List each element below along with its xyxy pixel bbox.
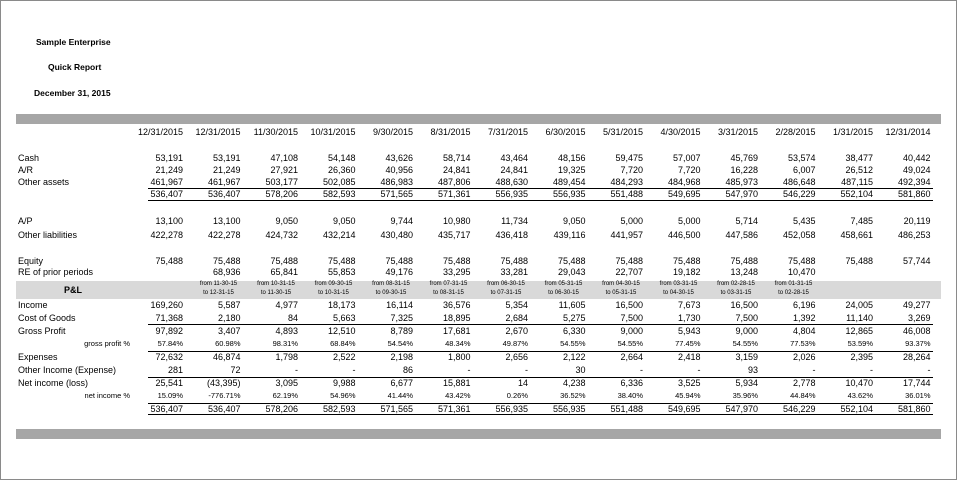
cell-value: 53,191 (212, 153, 241, 163)
cell-value: 60.98% (215, 339, 241, 348)
cell-value: - (870, 365, 873, 375)
cell-value: 536,407 (150, 189, 183, 199)
range-to: to 05-31-15 (605, 290, 637, 296)
cell-value: 7,485 (850, 216, 873, 226)
cell-value: 484,293 (610, 177, 643, 187)
cell-value: - (295, 365, 298, 375)
cell-value: 12,865 (845, 326, 873, 336)
rule-line (148, 414, 933, 415)
cell-value: 446,500 (667, 230, 701, 240)
cell-value: 486,648 (782, 177, 816, 187)
cell-value: 54.55% (732, 339, 758, 348)
cell-value: 9,050 (562, 216, 586, 226)
column-header: 2/28/2015 (775, 127, 816, 137)
cell-value: 7,325 (390, 313, 413, 323)
cell-value: 5,354 (505, 300, 528, 310)
row-label: gross profit % (84, 339, 130, 348)
cell-value: 29,043 (557, 267, 586, 277)
cell-value: 10,470 (845, 378, 873, 388)
cell-value: 2,684 (505, 313, 528, 323)
cell-value: 578,206 (265, 404, 298, 414)
cell-value: 430,480 (380, 230, 413, 240)
cell-value: 68,936 (212, 267, 241, 277)
cell-value: 57,007 (672, 153, 701, 163)
cell-value: 571,361 (437, 404, 471, 414)
cell-value: 5,934 (735, 378, 758, 388)
range-to: to 10-31-15 (318, 290, 349, 296)
range-from: from 10-31-15 (257, 281, 295, 287)
cell-value: 57.84% (157, 339, 183, 348)
cell-value: 556,935 (495, 189, 528, 199)
cell-value: - (697, 365, 701, 375)
cell-value: 5,000 (677, 216, 701, 226)
cell-value: 33,281 (500, 267, 528, 277)
cell-value: 12,510 (327, 326, 356, 336)
cell-value: 435,717 (437, 230, 471, 240)
cell-value: 486,253 (897, 230, 931, 240)
cell-value: 436,418 (495, 230, 528, 240)
range-from: from 11-30-15 (199, 281, 238, 287)
range-from: from 01-31-15 (774, 281, 813, 287)
cell-value: 6,196 (792, 300, 816, 310)
cell-value: 43.62% (847, 391, 873, 400)
cell-value: 75,488 (500, 256, 528, 266)
cell-value: 40,442 (902, 153, 931, 163)
cell-value: 18,173 (327, 300, 356, 310)
cell-value: - (640, 365, 643, 375)
cell-value: 556,935 (552, 404, 586, 414)
cell-value: 9,050 (332, 216, 356, 226)
cell-value: 461,967 (207, 177, 241, 187)
range-to: to 08-31-15 (433, 290, 464, 296)
range-from: from 04-30-15 (602, 281, 640, 287)
range-from: from 07-31-15 (429, 281, 468, 287)
cell-value: 549,695 (667, 189, 701, 199)
cell-value: 8,789 (390, 326, 413, 336)
cell-value: 5,435 (792, 216, 816, 226)
cell-value: 2,656 (505, 352, 528, 362)
cell-value: 54,148 (327, 153, 356, 163)
cell-value: 93.37% (905, 339, 931, 348)
report-date: December 31, 2015 (34, 88, 111, 98)
cell-value: 75,488 (155, 256, 183, 266)
column-header: 10/31/2015 (310, 127, 356, 137)
cell-value: 461,967 (150, 177, 183, 187)
cell-value: 4,804 (792, 326, 816, 336)
cell-value: 9,000 (735, 326, 758, 336)
cell-value: 546,229 (782, 404, 816, 414)
cell-value: 2,122 (562, 352, 586, 362)
cell-value: 75,488 (787, 256, 816, 266)
cell-value: 546,229 (782, 189, 816, 199)
cell-value: 77.53% (790, 339, 816, 348)
range-to: to 02-28-15 (778, 290, 809, 296)
cell-value: 75,488 (672, 256, 701, 266)
cell-value: 75,488 (730, 256, 758, 266)
rule-line (148, 200, 933, 201)
cell-value: 571,565 (380, 189, 413, 199)
cell-value: 21,249 (155, 165, 183, 175)
cell-value: 422,278 (207, 230, 241, 240)
row-label: Other liabilities (18, 230, 78, 240)
cell-value: 536,407 (207, 404, 241, 414)
cell-value: 492,394 (897, 177, 931, 187)
cell-value: 49,176 (385, 267, 413, 277)
cell-value: 9,050 (275, 216, 298, 226)
cell-value: 27,921 (270, 165, 298, 175)
column-header: 4/30/2015 (660, 127, 701, 137)
cell-value: 536,407 (207, 189, 241, 199)
cell-value: 45,769 (730, 153, 758, 163)
range-from: from 05-31-15 (544, 281, 583, 287)
cell-value: 75,488 (442, 256, 471, 266)
cell-value: 46,008 (902, 326, 931, 336)
cell-value: 16,500 (615, 300, 643, 310)
cell-value: 77.45% (675, 339, 701, 348)
cell-value: 43.42% (445, 391, 471, 400)
cell-value: 65,841 (270, 267, 298, 277)
cell-value: (43,395) (206, 378, 241, 388)
cell-value: 281 (167, 365, 183, 375)
cell-value: 452,058 (782, 230, 816, 240)
row-label: Other assets (18, 177, 70, 187)
cell-value: 556,935 (495, 404, 528, 414)
cell-value: 14 (517, 378, 528, 388)
cell-value: 485,973 (725, 177, 758, 187)
cell-value: 93 (747, 365, 758, 375)
cell-value: 484,968 (667, 177, 701, 187)
cell-value: 571,565 (380, 404, 413, 414)
row-label: Gross Profit (18, 326, 66, 336)
cell-value: 5,275 (562, 313, 586, 323)
row-label: Cost of Goods (18, 313, 76, 323)
cell-value: 15.09% (157, 391, 183, 400)
footer-band (16, 429, 941, 439)
cell-value: 2,418 (677, 352, 701, 362)
row-label: A/P (18, 216, 33, 226)
cell-value: 43,626 (385, 153, 413, 163)
cell-value: 72 (230, 365, 241, 375)
row-label: net income % (84, 391, 130, 400)
cell-value: 489,454 (552, 177, 586, 187)
cell-value: 487,806 (437, 177, 471, 187)
cell-value: 75,488 (385, 256, 413, 266)
cell-value: - (467, 365, 471, 375)
cell-value: 41.44% (387, 391, 413, 400)
cell-value: 47,108 (270, 153, 298, 163)
range-to: to 04-30-15 (663, 290, 694, 296)
cell-value: 11,734 (501, 216, 528, 226)
row-label: Cash (18, 153, 40, 163)
cell-value: 7,500 (735, 313, 758, 323)
cell-value: 24,005 (845, 300, 873, 310)
rule-line (148, 324, 933, 325)
cell-value: 44.84% (790, 391, 816, 400)
column-header: 6/30/2015 (545, 127, 586, 137)
cell-value: 21,249 (212, 165, 241, 175)
rule-line (148, 403, 933, 404)
cell-value: 43,464 (500, 153, 528, 163)
cell-value: 487,115 (841, 177, 873, 187)
company-name: Sample Enterprise (36, 37, 111, 47)
cell-value: 98.31% (272, 339, 298, 348)
cell-value: 9,000 (620, 326, 643, 336)
cell-value: 17,744 (902, 378, 931, 388)
cell-value: 49,024 (902, 165, 931, 175)
cell-value: 19,182 (672, 267, 701, 277)
cell-value: 17,681 (442, 326, 471, 336)
cell-value: 25,541 (155, 378, 183, 388)
row-label: Net income (loss) (18, 378, 89, 388)
range-to: to 11-30-15 (260, 290, 292, 296)
cell-value: 5,663 (332, 313, 356, 323)
cell-value: - (812, 365, 816, 375)
cell-value: 458,661 (840, 230, 873, 240)
cell-value: 578,206 (265, 189, 298, 199)
cell-value: 19,325 (557, 165, 586, 175)
cell-value: 16,228 (730, 165, 758, 175)
cell-value: 54.96% (330, 391, 356, 400)
cell-value: 54.55% (617, 339, 643, 348)
cell-value: 1,800 (447, 352, 471, 362)
cell-value: 447,586 (725, 230, 758, 240)
cell-value: 571,361 (437, 189, 471, 199)
cell-value: 582,593 (322, 404, 356, 414)
cell-value: 4,238 (562, 378, 586, 388)
column-header: 1/31/2015 (832, 127, 873, 137)
range-to: to 03-31-15 (720, 290, 752, 296)
cell-value: 7,500 (620, 313, 643, 323)
cell-value: 86 (402, 365, 413, 375)
row-label: Expenses (18, 352, 58, 362)
cell-value: 48,156 (557, 153, 586, 163)
column-header: 12/31/2014 (885, 127, 931, 137)
cell-value: 40,956 (385, 165, 413, 175)
cell-value: 18,895 (442, 313, 471, 323)
column-header: 7/31/2015 (487, 127, 528, 137)
cell-value: 54.55% (560, 339, 586, 348)
cell-value: 38.40% (617, 391, 643, 400)
range-from: from 03-31-15 (659, 281, 698, 287)
cell-value: 16,114 (386, 300, 413, 310)
cell-value: 75,488 (270, 256, 298, 266)
column-header: 8/31/2015 (430, 127, 471, 137)
cell-value: 2,180 (217, 313, 241, 323)
cell-value: 84 (287, 313, 298, 323)
cell-value: 2,778 (792, 378, 816, 388)
cell-value: 54.54% (387, 339, 413, 348)
column-header: 3/31/2015 (717, 127, 758, 137)
cell-value: 2,670 (505, 326, 528, 336)
cell-value: 45.94% (675, 391, 701, 400)
cell-value: 169,260 (150, 300, 183, 310)
cell-value: 5,714 (735, 216, 758, 226)
cell-value: 59,475 (615, 153, 643, 163)
cell-value: - (352, 365, 356, 375)
cell-value: 6,336 (620, 378, 643, 388)
cell-value: 552,104 (840, 404, 873, 414)
cell-value: 10,980 (442, 216, 471, 226)
column-header: 12/31/2015 (137, 127, 183, 137)
row-label: Income (18, 300, 48, 310)
cell-value: 424,732 (265, 230, 298, 240)
cell-value: 2,198 (390, 352, 413, 362)
cell-value: 11,605 (558, 300, 586, 310)
cell-value: 503,177 (265, 177, 298, 187)
cell-value: 1,730 (677, 313, 701, 323)
row-label: A/R (18, 165, 34, 175)
cell-value: 4,977 (275, 300, 298, 310)
row-label: RE of prior periods (18, 267, 94, 277)
header-band (16, 114, 941, 124)
cell-value: 581,860 (897, 404, 931, 414)
cell-value: 57,744 (902, 256, 931, 266)
cell-value: 36.01% (905, 391, 931, 400)
cell-value: 549,695 (667, 404, 701, 414)
cell-value: 24,841 (500, 165, 528, 175)
cell-value: 2,395 (850, 352, 873, 362)
cell-value: 7,720 (677, 165, 701, 175)
cell-value: 33,295 (442, 267, 471, 277)
range-from: from 09-30-15 (314, 281, 353, 287)
row-label: Other Income (Expense) (18, 365, 117, 375)
cell-value: 53,574 (787, 153, 816, 163)
cell-value: 62.19% (272, 391, 298, 400)
cell-value: 3,525 (677, 378, 701, 388)
cell-value: 9,988 (332, 378, 356, 388)
cell-value: 75,488 (615, 256, 643, 266)
range-from: from 06-30-15 (487, 281, 525, 287)
cell-value: 35.96% (732, 391, 758, 400)
cell-value: 4,893 (275, 326, 298, 336)
cell-value: 26,512 (845, 165, 873, 175)
cell-value: 53.59% (847, 339, 873, 348)
cell-value: 48.34% (445, 339, 471, 348)
cell-value: 432,214 (322, 230, 356, 240)
cell-value: 68.84% (330, 339, 356, 348)
cell-value: 24,841 (442, 165, 471, 175)
cell-value: 15,881 (442, 378, 471, 388)
cell-value: 13,100 (155, 216, 183, 226)
cell-value: 502,085 (322, 177, 356, 187)
cell-value: 13,100 (212, 216, 241, 226)
column-header: 11/30/2015 (253, 127, 298, 137)
cell-value: 20,119 (903, 216, 931, 226)
cell-value: 5,000 (620, 216, 643, 226)
cell-value: 71,368 (155, 313, 183, 323)
cell-value: 556,935 (552, 189, 586, 199)
cell-value: - (927, 365, 931, 375)
rule-line (148, 351, 933, 352)
cell-value: 441,957 (610, 230, 643, 240)
cell-value: 5,943 (677, 326, 701, 336)
cell-value: 551,488 (610, 189, 643, 199)
cell-value: 551,488 (610, 404, 643, 414)
cell-value: 6,007 (792, 165, 816, 175)
cell-value: 1,392 (792, 313, 816, 323)
cell-value: 439,116 (553, 230, 586, 240)
range-to: to 07-31-15 (490, 290, 522, 296)
cell-value: 97,892 (155, 326, 183, 336)
cell-value: 486,983 (380, 177, 413, 187)
cell-value: 3,269 (907, 313, 931, 323)
cell-value: 72,632 (155, 352, 183, 362)
cell-value: 36,576 (442, 300, 471, 310)
cell-value: 53,191 (155, 153, 183, 163)
column-header: 12/31/2015 (195, 127, 241, 137)
cell-value: 3,407 (217, 326, 241, 336)
cell-value: 552,104 (840, 189, 873, 199)
cell-value: 581,860 (897, 189, 931, 199)
cell-value: 1,798 (275, 352, 298, 362)
range-from: from 08-31-15 (372, 281, 410, 287)
range-to: to 09-30-15 (375, 290, 407, 296)
cell-value: 2,522 (332, 352, 356, 362)
pl-label: P&L (64, 285, 82, 295)
cell-value: 49,277 (902, 300, 931, 310)
row-label: Equity (18, 256, 44, 266)
column-header: 9/30/2015 (372, 127, 413, 137)
cell-value: 16,500 (730, 300, 758, 310)
cell-value: 7,720 (620, 165, 643, 175)
cell-value: 22,707 (615, 267, 643, 277)
cell-value: 488,630 (495, 177, 528, 187)
cell-value: 28,264 (902, 352, 931, 362)
cell-value: 547,970 (725, 404, 758, 414)
cell-value: 547,970 (725, 189, 758, 199)
cell-value: 11,140 (846, 313, 873, 323)
cell-value: 2,026 (792, 352, 816, 362)
cell-value: 46,874 (212, 352, 241, 362)
cell-value: 75,488 (557, 256, 586, 266)
cell-value: 30 (575, 365, 586, 375)
cell-value: 13,248 (730, 267, 758, 277)
cell-value: 9,744 (390, 216, 413, 226)
cell-value: 6,330 (562, 326, 586, 336)
cell-value: 75,488 (327, 256, 356, 266)
cell-value: 10,470 (787, 267, 816, 277)
rule-line (148, 188, 933, 189)
cell-value: 26,360 (327, 165, 356, 175)
cell-value: 6,677 (390, 378, 413, 388)
cell-value: - (525, 365, 528, 375)
cell-value: 582,593 (322, 189, 356, 199)
range-to: to 12-31-15 (203, 290, 234, 296)
cell-value: 36.52% (560, 391, 586, 400)
cell-value: 536,407 (150, 404, 183, 414)
report-title: Quick Report (48, 62, 102, 72)
cell-value: 5,587 (217, 300, 241, 310)
cell-value: 49.87% (502, 339, 528, 348)
range-to: to 06-30-15 (548, 290, 579, 296)
cell-value: 3,159 (735, 352, 758, 362)
cell-value: 38,477 (845, 153, 873, 163)
cell-value: 0.26% (506, 391, 528, 400)
column-header: 5/31/2015 (602, 127, 643, 137)
rule-line (148, 377, 933, 378)
cell-value: 7,673 (677, 300, 701, 310)
cell-value: 55,853 (327, 267, 356, 277)
cell-value: -776.71% (208, 391, 241, 400)
cell-value: 75,488 (212, 256, 241, 266)
cell-value: 422,278 (150, 230, 183, 240)
cell-value: 75,488 (845, 256, 873, 266)
cell-value: 58,714 (442, 153, 471, 163)
range-from: from 02-28-15 (717, 281, 755, 287)
cell-value: 3,095 (275, 378, 298, 388)
cell-value: 2,664 (620, 352, 643, 362)
